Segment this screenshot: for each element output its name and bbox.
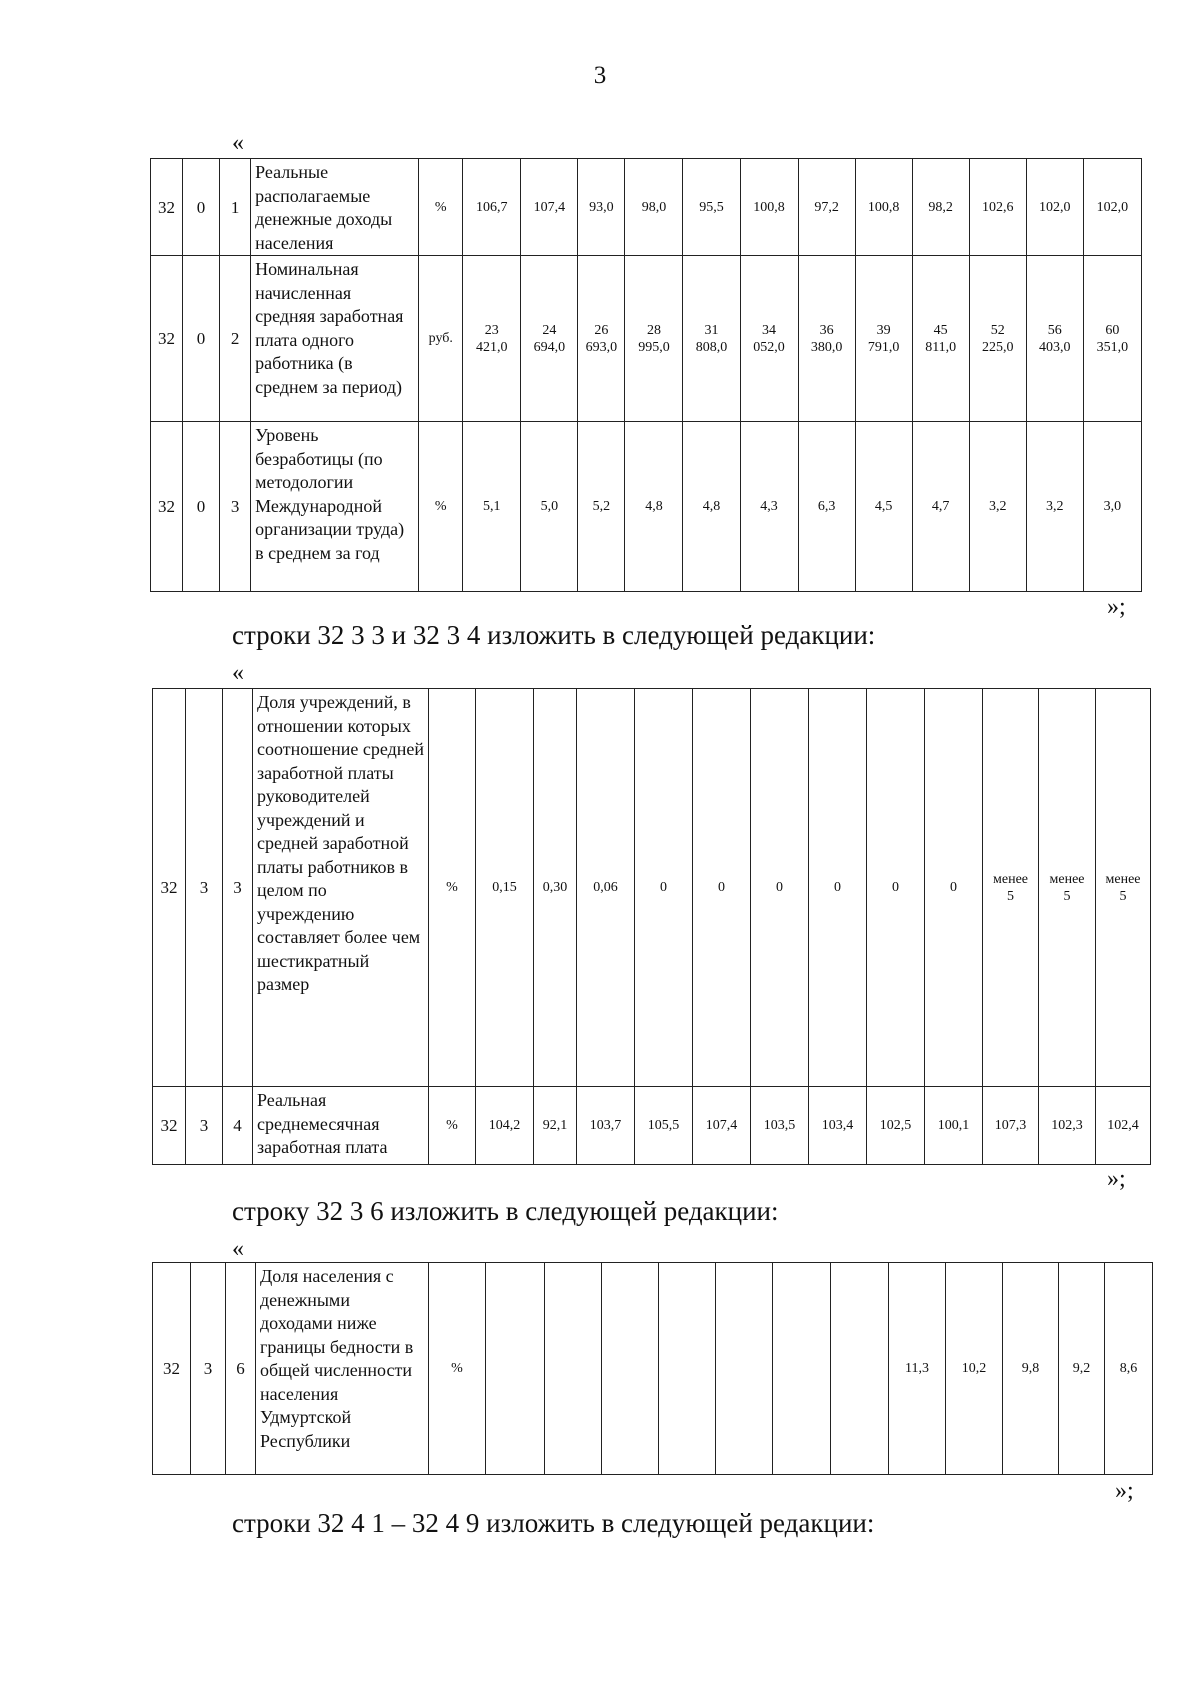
value-line: 421,0 — [476, 339, 508, 355]
table-row — [151, 159, 1142, 256]
opening-quote-2: « — [232, 660, 244, 686]
code-cell: 2 — [220, 256, 251, 422]
value-cell: 4,7 — [912, 422, 969, 592]
value-line: 36 — [819, 322, 834, 338]
value-line: 34 — [762, 322, 777, 338]
code-cell: 32 — [151, 159, 183, 256]
value-cell: 0,30 — [534, 689, 577, 1087]
table-row — [153, 689, 1151, 1087]
code-cell: 6 — [226, 1263, 256, 1475]
code-cell: 3 — [220, 422, 251, 592]
value-line: 26 — [594, 322, 609, 338]
value-cell: 0 — [925, 689, 983, 1087]
value-cell — [545, 1263, 602, 1475]
value-cell: 102,3 — [1039, 1087, 1096, 1165]
value-cell: 103,4 — [809, 1087, 867, 1165]
code-cell: 32 — [151, 422, 183, 592]
value-cell: 103,5 — [751, 1087, 809, 1165]
table-block-1 — [150, 158, 1142, 592]
value-cell: 4,8 — [683, 422, 740, 592]
value-cell: 6,3 — [798, 422, 855, 592]
value-cell: 104,2 — [476, 1087, 534, 1165]
code-cell: 3 — [223, 689, 253, 1087]
indicator-name-cell: Уровень безработицы (по методологии Международной организации труда) в среднем за год — [251, 422, 419, 592]
value-cell — [912, 256, 969, 422]
value-cell — [659, 1263, 716, 1475]
value-cell: 107,4 — [693, 1087, 751, 1165]
value-cell — [578, 256, 625, 422]
value-cell — [1096, 689, 1151, 1087]
value-cell — [855, 256, 912, 422]
unit-cell: % — [429, 689, 476, 1087]
value-cell: 95,5 — [683, 159, 740, 256]
code-cell: 0 — [183, 422, 220, 592]
opening-quote-1: « — [232, 130, 244, 156]
value-cell: 3,0 — [1083, 422, 1141, 592]
value-line: 28 — [646, 322, 661, 338]
instruction-row-32-3-6: строку 32 3 6 изложить в следующей редакции: — [232, 1196, 779, 1226]
value-cell — [983, 689, 1039, 1087]
value-cell: 9,8 — [1003, 1263, 1059, 1475]
code-cell: 32 — [153, 1087, 186, 1165]
value-cell: 11,3 — [889, 1263, 946, 1475]
value-cell — [1039, 689, 1096, 1087]
value-line: 791,0 — [867, 339, 900, 355]
value-cell: 0 — [751, 689, 809, 1087]
code-cell: 4 — [223, 1087, 253, 1165]
value-cell: 0 — [809, 689, 867, 1087]
value-line: 5 — [1119, 888, 1127, 904]
value-cell: 4,3 — [740, 422, 798, 592]
value-line: 5 — [1007, 888, 1014, 904]
value-line: 31 — [704, 322, 719, 338]
indicator-name-cell: Реальная среднемесячная заработная плата — [253, 1087, 429, 1165]
unit-cell: % — [429, 1087, 476, 1165]
opening-quote-3: « — [232, 1236, 244, 1262]
code-cell: 32 — [153, 1263, 191, 1475]
indicator-name-cell: Реальные располагаемые денежные доходы населения — [251, 159, 419, 256]
code-cell: 1 — [220, 159, 251, 256]
page-number: 3 — [593, 62, 607, 89]
value-cell — [602, 1263, 659, 1475]
value-line: менее — [1049, 871, 1085, 887]
code-cell: 32 — [153, 689, 186, 1087]
value-line: 23 — [484, 322, 499, 338]
value-cell: 102,6 — [969, 159, 1026, 256]
instruction-rows-32-3-3-and-32-3-4: строки 32 3 3 и 32 3 4 изложить в следующей редакции: — [232, 620, 876, 650]
value-cell: 107,4 — [521, 159, 578, 256]
value-cell: 106,7 — [463, 159, 521, 256]
value-line: 351,0 — [1096, 339, 1129, 355]
code-cell: 32 — [151, 256, 183, 422]
table-row — [151, 256, 1142, 422]
value-cell: 0,15 — [476, 689, 534, 1087]
value-line: менее — [1105, 871, 1141, 887]
value-cell: 100,1 — [925, 1087, 983, 1165]
value-line: 225,0 — [981, 339, 1014, 355]
value-cell: 10,2 — [946, 1263, 1003, 1475]
value-line: 811,0 — [925, 339, 957, 355]
value-cell: 0 — [635, 689, 693, 1087]
value-line: 694,0 — [533, 339, 566, 355]
value-line: 380,0 — [810, 339, 843, 355]
table-row — [153, 1087, 1151, 1165]
value-cell — [716, 1263, 773, 1475]
table-block-2 — [152, 688, 1151, 1165]
code-cell: 3 — [191, 1263, 226, 1475]
value-cell: 0,06 — [577, 689, 635, 1087]
value-cell — [625, 256, 683, 422]
value-line: менее — [993, 871, 1028, 887]
unit-cell: % — [419, 422, 463, 592]
indicator-name-cell: Номинальная начисленная средняя заработная плата одного работника (в среднем за период) — [251, 256, 419, 422]
code-cell: 0 — [183, 256, 220, 422]
value-cell: 4,5 — [855, 422, 912, 592]
value-cell — [831, 1263, 889, 1475]
closing-quote-2: »; — [1107, 1166, 1126, 1192]
value-cell: 102,4 — [1096, 1087, 1151, 1165]
code-cell: 3 — [186, 1087, 223, 1165]
value-cell: 3,2 — [969, 422, 1026, 592]
value-cell: 102,5 — [867, 1087, 925, 1165]
value-cell: 5,1 — [463, 422, 521, 592]
instruction-rows-32-4-1-to-32-4-9: строки 32 4 1 – 32 4 9 изложить в следующей редакции: — [232, 1508, 875, 1538]
value-cell: 3,2 — [1026, 422, 1083, 592]
value-cell — [740, 256, 798, 422]
value-cell: 98,0 — [625, 159, 683, 256]
value-cell: 9,2 — [1059, 1263, 1105, 1475]
value-cell: 4,8 — [625, 422, 683, 592]
value-cell: 100,8 — [740, 159, 798, 256]
value-cell — [486, 1263, 545, 1475]
value-cell — [463, 256, 521, 422]
code-cell: 3 — [186, 689, 223, 1087]
value-cell — [798, 256, 855, 422]
value-line: 052,0 — [753, 339, 785, 355]
value-line: 808,0 — [695, 339, 728, 355]
value-line: 24 — [542, 322, 557, 338]
unit-cell: руб. — [419, 256, 463, 422]
value-line: 5 — [1063, 888, 1071, 904]
value-cell: 0 — [693, 689, 751, 1087]
value-cell — [969, 256, 1026, 422]
value-cell: 8,6 — [1105, 1263, 1153, 1475]
value-line: 60 — [1105, 322, 1120, 338]
value-cell — [683, 256, 740, 422]
value-line: 39 — [876, 322, 891, 338]
value-cell: 98,2 — [912, 159, 969, 256]
value-cell — [1083, 256, 1141, 422]
value-line: 45 — [933, 322, 948, 338]
value-line: 56 — [1047, 322, 1062, 338]
value-cell: 102,0 — [1083, 159, 1141, 256]
value-cell — [521, 256, 578, 422]
value-cell: 103,7 — [577, 1087, 635, 1165]
table-row — [153, 1263, 1153, 1475]
value-cell: 5,0 — [521, 422, 578, 592]
value-cell: 5,2 — [578, 422, 625, 592]
value-cell: 92,1 — [534, 1087, 577, 1165]
unit-cell: % — [419, 159, 463, 256]
value-cell: 97,2 — [798, 159, 855, 256]
value-cell: 107,3 — [983, 1087, 1039, 1165]
table-block-3 — [152, 1262, 1153, 1475]
value-cell: 93,0 — [578, 159, 625, 256]
unit-cell: % — [429, 1263, 486, 1475]
indicator-name-cell: Доля учреждений, в отношении которых соотношение средней заработной платы руководителей учреждений и средней заработной платы работников в целом по учреждению составляет более чем шестикратный размер — [253, 689, 429, 1087]
indicator-name-cell: Доля населения с денежными доходами ниже границы бедности в общей численности населения Удмуртской Республики — [256, 1263, 429, 1475]
value-cell: 0 — [867, 689, 925, 1087]
value-line: 995,0 — [638, 339, 670, 355]
closing-quote-1: »; — [1107, 594, 1126, 620]
code-cell: 0 — [183, 159, 220, 256]
value-line: 693,0 — [585, 339, 618, 355]
value-cell: 102,0 — [1026, 159, 1083, 256]
table-row — [151, 422, 1142, 592]
value-cell: 100,8 — [855, 159, 912, 256]
value-cell — [773, 1263, 831, 1475]
closing-quote-3: »; — [1115, 1478, 1134, 1504]
value-line: 52 — [990, 322, 1005, 338]
value-line: 403,0 — [1039, 339, 1071, 355]
value-cell — [1026, 256, 1083, 422]
value-cell: 105,5 — [635, 1087, 693, 1165]
